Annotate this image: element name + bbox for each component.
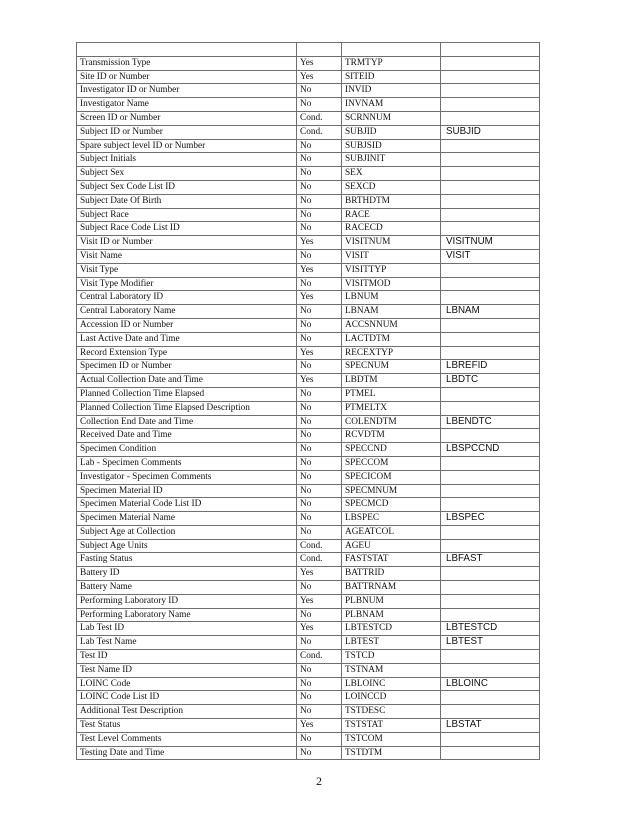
- field-code-cell: SPECCND: [342, 443, 441, 457]
- field-name-cell: Battery ID: [77, 567, 297, 581]
- page-number: 2: [316, 774, 322, 788]
- table-row: [77, 360, 540, 374]
- required-cell: No: [297, 84, 342, 98]
- field-code-cell: LBLOINC: [342, 677, 441, 691]
- required-cell: No: [297, 470, 342, 484]
- field-code-cell: INVNAM: [342, 98, 441, 112]
- field-name-cell: Performing Laboratory Name: [77, 608, 297, 622]
- sdtm-mapping-cell: LBREFID: [441, 360, 540, 374]
- sdtm-mapping-cell: [441, 401, 540, 415]
- field-name-cell: Site ID or Number: [77, 70, 297, 84]
- field-code-cell: SUBJSID: [342, 139, 441, 153]
- field-code-cell: PLBNAM: [342, 608, 441, 622]
- field-code-cell: COLENDTM: [342, 415, 441, 429]
- sdtm-mapping-cell: [441, 167, 540, 181]
- field-code-cell: RACE: [342, 208, 441, 222]
- field-name-cell: Lab Test ID: [77, 622, 297, 636]
- table-row: [77, 263, 540, 277]
- field-name-cell: Actual Collection Date and Time: [77, 374, 297, 388]
- required-cell: No: [297, 677, 342, 691]
- sdtm-mapping-cell: [441, 318, 540, 332]
- table-row: [77, 374, 540, 388]
- sdtm-mapping-cell: [441, 705, 540, 719]
- table-row: [77, 456, 540, 470]
- field-name-cell: Testing Date and Time: [77, 746, 297, 760]
- field-name-cell: Collection End Date and Time: [77, 415, 297, 429]
- table-row: [77, 98, 540, 112]
- field-name-cell: Central Laboratory ID: [77, 291, 297, 305]
- sdtm-mapping-cell: [441, 111, 540, 125]
- field-code-cell: LBSPEC: [342, 512, 441, 526]
- table-row: [77, 650, 540, 664]
- field-name-cell: Specimen Material Code List ID: [77, 498, 297, 512]
- field-name-cell: Subject ID or Number: [77, 125, 297, 139]
- field-name-cell: Lab - Specimen Comments: [77, 456, 297, 470]
- table-row: [77, 608, 540, 622]
- table-row: [77, 346, 540, 360]
- required-cell: No: [297, 663, 342, 677]
- field-name-cell: Planned Collection Time Elapsed: [77, 387, 297, 401]
- field-code-cell: BATTRID: [342, 567, 441, 581]
- required-cell: Yes: [297, 56, 342, 70]
- table-row: [77, 677, 540, 691]
- required-cell: No: [297, 581, 342, 595]
- sdtm-mapping-cell: LBNAM: [441, 305, 540, 319]
- sdtm-mapping-cell: [441, 56, 540, 70]
- required-cell: No: [297, 167, 342, 181]
- field-code-cell: SPECMNUM: [342, 484, 441, 498]
- sdtm-mapping-cell: [441, 484, 540, 498]
- field-code-cell: BATTRNAM: [342, 581, 441, 595]
- field-name-cell: Test ID: [77, 650, 297, 664]
- field-mapping-table: [76, 42, 540, 760]
- field-name-cell: Battery Name: [77, 581, 297, 595]
- required-cell: No: [297, 401, 342, 415]
- field-code-cell: TSTCOM: [342, 732, 441, 746]
- sdtm-mapping-cell: LBDTC: [441, 374, 540, 388]
- field-code-cell: TSTSTAT: [342, 719, 441, 733]
- field-code-cell: RECEXTYP: [342, 346, 441, 360]
- sdtm-mapping-cell: [441, 498, 540, 512]
- field-code-cell: INVID: [342, 84, 441, 98]
- field-name-cell: Visit Name: [77, 249, 297, 263]
- field-name-cell: Test Status: [77, 719, 297, 733]
- required-cell: No: [297, 277, 342, 291]
- table-row: [77, 332, 540, 346]
- field-code-cell: SPECMCD: [342, 498, 441, 512]
- required-cell: Cond.: [297, 539, 342, 553]
- required-cell: Yes: [297, 236, 342, 250]
- field-code-cell: ACCSNNUM: [342, 318, 441, 332]
- required-cell: No: [297, 525, 342, 539]
- field-name-cell: Subject Sex Code List ID: [77, 180, 297, 194]
- field-name-cell: Performing Laboratory ID: [77, 594, 297, 608]
- field-code-cell: LOINCCD: [342, 691, 441, 705]
- field-code-cell: LBTESTCD: [342, 622, 441, 636]
- field-code-cell: VISITMOD: [342, 277, 441, 291]
- sdtm-mapping-cell: [441, 581, 540, 595]
- sdtm-mapping-cell: [441, 470, 540, 484]
- table-row: [77, 153, 540, 167]
- field-code-cell: VISIT: [342, 249, 441, 263]
- table-row: [77, 746, 540, 760]
- table-row: [77, 305, 540, 319]
- table-row: [77, 705, 540, 719]
- field-code-cell: SEX: [342, 167, 441, 181]
- table-row: [77, 429, 540, 443]
- required-cell: No: [297, 305, 342, 319]
- table-row: [77, 387, 540, 401]
- table-row: [77, 691, 540, 705]
- field-code-cell: PTMELTX: [342, 401, 441, 415]
- field-name-cell: Investigator ID or Number: [77, 84, 297, 98]
- table-row: [77, 484, 540, 498]
- table-row: [77, 512, 540, 526]
- sdtm-mapping-cell: [441, 594, 540, 608]
- field-code-cell: LBDTM: [342, 374, 441, 388]
- table-row: [77, 222, 540, 236]
- field-code-cell: SITEID: [342, 70, 441, 84]
- sdtm-mapping-cell: LBLOINC: [441, 677, 540, 691]
- required-cell: No: [297, 484, 342, 498]
- field-name-cell: Test Level Comments: [77, 732, 297, 746]
- field-name-cell: Planned Collection Time Elapsed Description: [77, 401, 297, 415]
- required-cell: No: [297, 636, 342, 650]
- required-cell: No: [297, 512, 342, 526]
- field-code-cell: TSTCD: [342, 650, 441, 664]
- field-name-cell: LOINC Code: [77, 677, 297, 691]
- field-name-cell: Subject Age at Collection: [77, 525, 297, 539]
- table-row: [77, 180, 540, 194]
- sdtm-mapping-cell: LBSPCCND: [441, 443, 540, 457]
- sdtm-mapping-cell: LBFAST: [441, 553, 540, 567]
- table-row: [77, 525, 540, 539]
- table-row: [77, 636, 540, 650]
- field-code-cell: TSTDESC: [342, 705, 441, 719]
- table-row: [77, 498, 540, 512]
- sdtm-mapping-cell: [441, 539, 540, 553]
- sdtm-mapping-cell: [441, 180, 540, 194]
- sdtm-mapping-cell: [441, 663, 540, 677]
- required-cell: No: [297, 208, 342, 222]
- sdtm-mapping-cell: [441, 84, 540, 98]
- required-cell: Cond.: [297, 553, 342, 567]
- table-row: [77, 539, 540, 553]
- required-cell: No: [297, 746, 342, 760]
- sdtm-mapping-cell: [441, 43, 540, 57]
- required-cell: No: [297, 332, 342, 346]
- table-row: [77, 111, 540, 125]
- required-cell: No: [297, 153, 342, 167]
- sdtm-mapping-cell: [441, 746, 540, 760]
- table-row: [77, 277, 540, 291]
- field-code-cell: LACTDTM: [342, 332, 441, 346]
- table-row: [77, 663, 540, 677]
- required-cell: Yes: [297, 594, 342, 608]
- sdtm-mapping-cell: [441, 153, 540, 167]
- sdtm-mapping-cell: [441, 332, 540, 346]
- table-row: [77, 567, 540, 581]
- field-code-cell: [342, 43, 441, 57]
- required-cell: [297, 43, 342, 57]
- required-cell: No: [297, 429, 342, 443]
- field-code-cell: SPECICOM: [342, 470, 441, 484]
- field-name-cell: Visit Type Modifier: [77, 277, 297, 291]
- sdtm-mapping-cell: [441, 194, 540, 208]
- sdtm-mapping-cell: [441, 429, 540, 443]
- field-name-cell: Investigator - Specimen Comments: [77, 470, 297, 484]
- sdtm-mapping-cell: [441, 608, 540, 622]
- field-code-cell: LBTEST: [342, 636, 441, 650]
- table-row: [77, 167, 540, 181]
- required-cell: No: [297, 180, 342, 194]
- required-cell: Yes: [297, 291, 342, 305]
- field-code-cell: BRTHDTM: [342, 194, 441, 208]
- table-row: [77, 84, 540, 98]
- sdtm-mapping-cell: LBTESTCD: [441, 622, 540, 636]
- field-code-cell: LBNUM: [342, 291, 441, 305]
- required-cell: No: [297, 608, 342, 622]
- field-name-cell: Lab Test Name: [77, 636, 297, 650]
- sdtm-mapping-cell: [441, 387, 540, 401]
- required-cell: Yes: [297, 719, 342, 733]
- sdtm-mapping-cell: [441, 691, 540, 705]
- sdtm-mapping-cell: [441, 650, 540, 664]
- required-cell: No: [297, 318, 342, 332]
- field-code-cell: SUBJINIT: [342, 153, 441, 167]
- field-code-cell: TSTDTM: [342, 746, 441, 760]
- field-name-cell: Test Name ID: [77, 663, 297, 677]
- sdtm-mapping-cell: [441, 98, 540, 112]
- field-code-cell: SCRNNUM: [342, 111, 441, 125]
- required-cell: Cond.: [297, 125, 342, 139]
- field-name-cell: Fasting Status: [77, 553, 297, 567]
- table-row: [77, 581, 540, 595]
- sdtm-mapping-cell: VISITNUM: [441, 236, 540, 250]
- table-row: [77, 43, 540, 57]
- field-code-cell: PLBNUM: [342, 594, 441, 608]
- field-code-cell: AGEU: [342, 539, 441, 553]
- sdtm-mapping-cell: VISIT: [441, 249, 540, 263]
- field-name-cell: Spare subject level ID or Number: [77, 139, 297, 153]
- field-name-cell: Subject Race Code List ID: [77, 222, 297, 236]
- table-row: [77, 732, 540, 746]
- required-cell: Yes: [297, 567, 342, 581]
- field-name-cell: Received Date and Time: [77, 429, 297, 443]
- field-name-cell: Subject Race: [77, 208, 297, 222]
- field-name-cell: Screen ID or Number: [77, 111, 297, 125]
- field-code-cell: LBNAM: [342, 305, 441, 319]
- required-cell: No: [297, 732, 342, 746]
- required-cell: No: [297, 691, 342, 705]
- required-cell: No: [297, 360, 342, 374]
- sdtm-mapping-cell: [441, 70, 540, 84]
- sdtm-mapping-cell: [441, 277, 540, 291]
- table-row: [77, 291, 540, 305]
- field-code-cell: PTMEL: [342, 387, 441, 401]
- table-row: [77, 594, 540, 608]
- table-row: [77, 56, 540, 70]
- required-cell: No: [297, 98, 342, 112]
- table-body: [77, 43, 540, 760]
- field-code-cell: VISITTYP: [342, 263, 441, 277]
- required-cell: No: [297, 194, 342, 208]
- sdtm-mapping-cell: [441, 208, 540, 222]
- field-name-cell: Specimen Material Name: [77, 512, 297, 526]
- table-row: [77, 553, 540, 567]
- required-cell: No: [297, 705, 342, 719]
- table-row: [77, 70, 540, 84]
- field-name-cell: Subject Initials: [77, 153, 297, 167]
- field-code-cell: TSTNAM: [342, 663, 441, 677]
- field-code-cell: SEXCD: [342, 180, 441, 194]
- field-name-cell: LOINC Code List ID: [77, 691, 297, 705]
- required-cell: Yes: [297, 346, 342, 360]
- field-name-cell: Transmission Type: [77, 56, 297, 70]
- sdtm-mapping-cell: [441, 456, 540, 470]
- field-code-cell: RCVDTM: [342, 429, 441, 443]
- table-row: [77, 622, 540, 636]
- table-row: [77, 249, 540, 263]
- required-cell: Cond.: [297, 650, 342, 664]
- sdtm-mapping-cell: [441, 732, 540, 746]
- required-cell: No: [297, 139, 342, 153]
- sdtm-mapping-cell: SUBJID: [441, 125, 540, 139]
- field-name-cell: Accession ID or Number: [77, 318, 297, 332]
- sdtm-mapping-cell: LBSTAT: [441, 719, 540, 733]
- required-cell: No: [297, 249, 342, 263]
- field-code-cell: RACECD: [342, 222, 441, 236]
- field-code-cell: SUBJID: [342, 125, 441, 139]
- table-row: [77, 139, 540, 153]
- sdtm-mapping-cell: [441, 263, 540, 277]
- field-name-cell: Subject Date Of Birth: [77, 194, 297, 208]
- field-code-cell: VISITNUM: [342, 236, 441, 250]
- sdtm-mapping-cell: [441, 525, 540, 539]
- required-cell: No: [297, 415, 342, 429]
- field-name-cell: Investigator Name: [77, 98, 297, 112]
- field-code-cell: SPECNUM: [342, 360, 441, 374]
- required-cell: Cond.: [297, 111, 342, 125]
- required-cell: No: [297, 498, 342, 512]
- sdtm-mapping-cell: [441, 291, 540, 305]
- sdtm-mapping-cell: LBENDTC: [441, 415, 540, 429]
- field-name-cell: Record Extension Type: [77, 346, 297, 360]
- required-cell: No: [297, 387, 342, 401]
- sdtm-mapping-cell: [441, 567, 540, 581]
- field-name-cell: Central Laboratory Name: [77, 305, 297, 319]
- field-name-cell: Subject Age Units: [77, 539, 297, 553]
- sdtm-mapping-cell: [441, 346, 540, 360]
- sdtm-mapping-cell: LBTEST: [441, 636, 540, 650]
- table-row: [77, 401, 540, 415]
- field-code-cell: AGEATCOL: [342, 525, 441, 539]
- table-row: [77, 415, 540, 429]
- table-row: [77, 443, 540, 457]
- required-cell: No: [297, 222, 342, 236]
- sdtm-mapping-cell: [441, 222, 540, 236]
- field-name-cell: Specimen Material ID: [77, 484, 297, 498]
- table-row: [77, 194, 540, 208]
- required-cell: No: [297, 443, 342, 457]
- field-name-cell: Specimen Condition: [77, 443, 297, 457]
- sdtm-mapping-cell: [441, 139, 540, 153]
- field-code-cell: TRMTYP: [342, 56, 441, 70]
- table-row: [77, 125, 540, 139]
- field-code-cell: SPECCOM: [342, 456, 441, 470]
- field-name-cell: Additional Test Description: [77, 705, 297, 719]
- required-cell: Yes: [297, 374, 342, 388]
- field-name-cell: Specimen ID or Number: [77, 360, 297, 374]
- field-name-cell: Last Active Date and Time: [77, 332, 297, 346]
- field-code-cell: FASTSTAT: [342, 553, 441, 567]
- required-cell: Yes: [297, 70, 342, 84]
- table-row: [77, 719, 540, 733]
- required-cell: Yes: [297, 622, 342, 636]
- table-row: [77, 236, 540, 250]
- required-cell: Yes: [297, 263, 342, 277]
- table-row: [77, 470, 540, 484]
- field-name-cell: Visit ID or Number: [77, 236, 297, 250]
- field-name-cell: [77, 43, 297, 57]
- sdtm-mapping-cell: LBSPEC: [441, 512, 540, 526]
- table-row: [77, 208, 540, 222]
- table-row: [77, 318, 540, 332]
- field-name-cell: Subject Sex: [77, 167, 297, 181]
- required-cell: No: [297, 456, 342, 470]
- field-name-cell: Visit Type: [77, 263, 297, 277]
